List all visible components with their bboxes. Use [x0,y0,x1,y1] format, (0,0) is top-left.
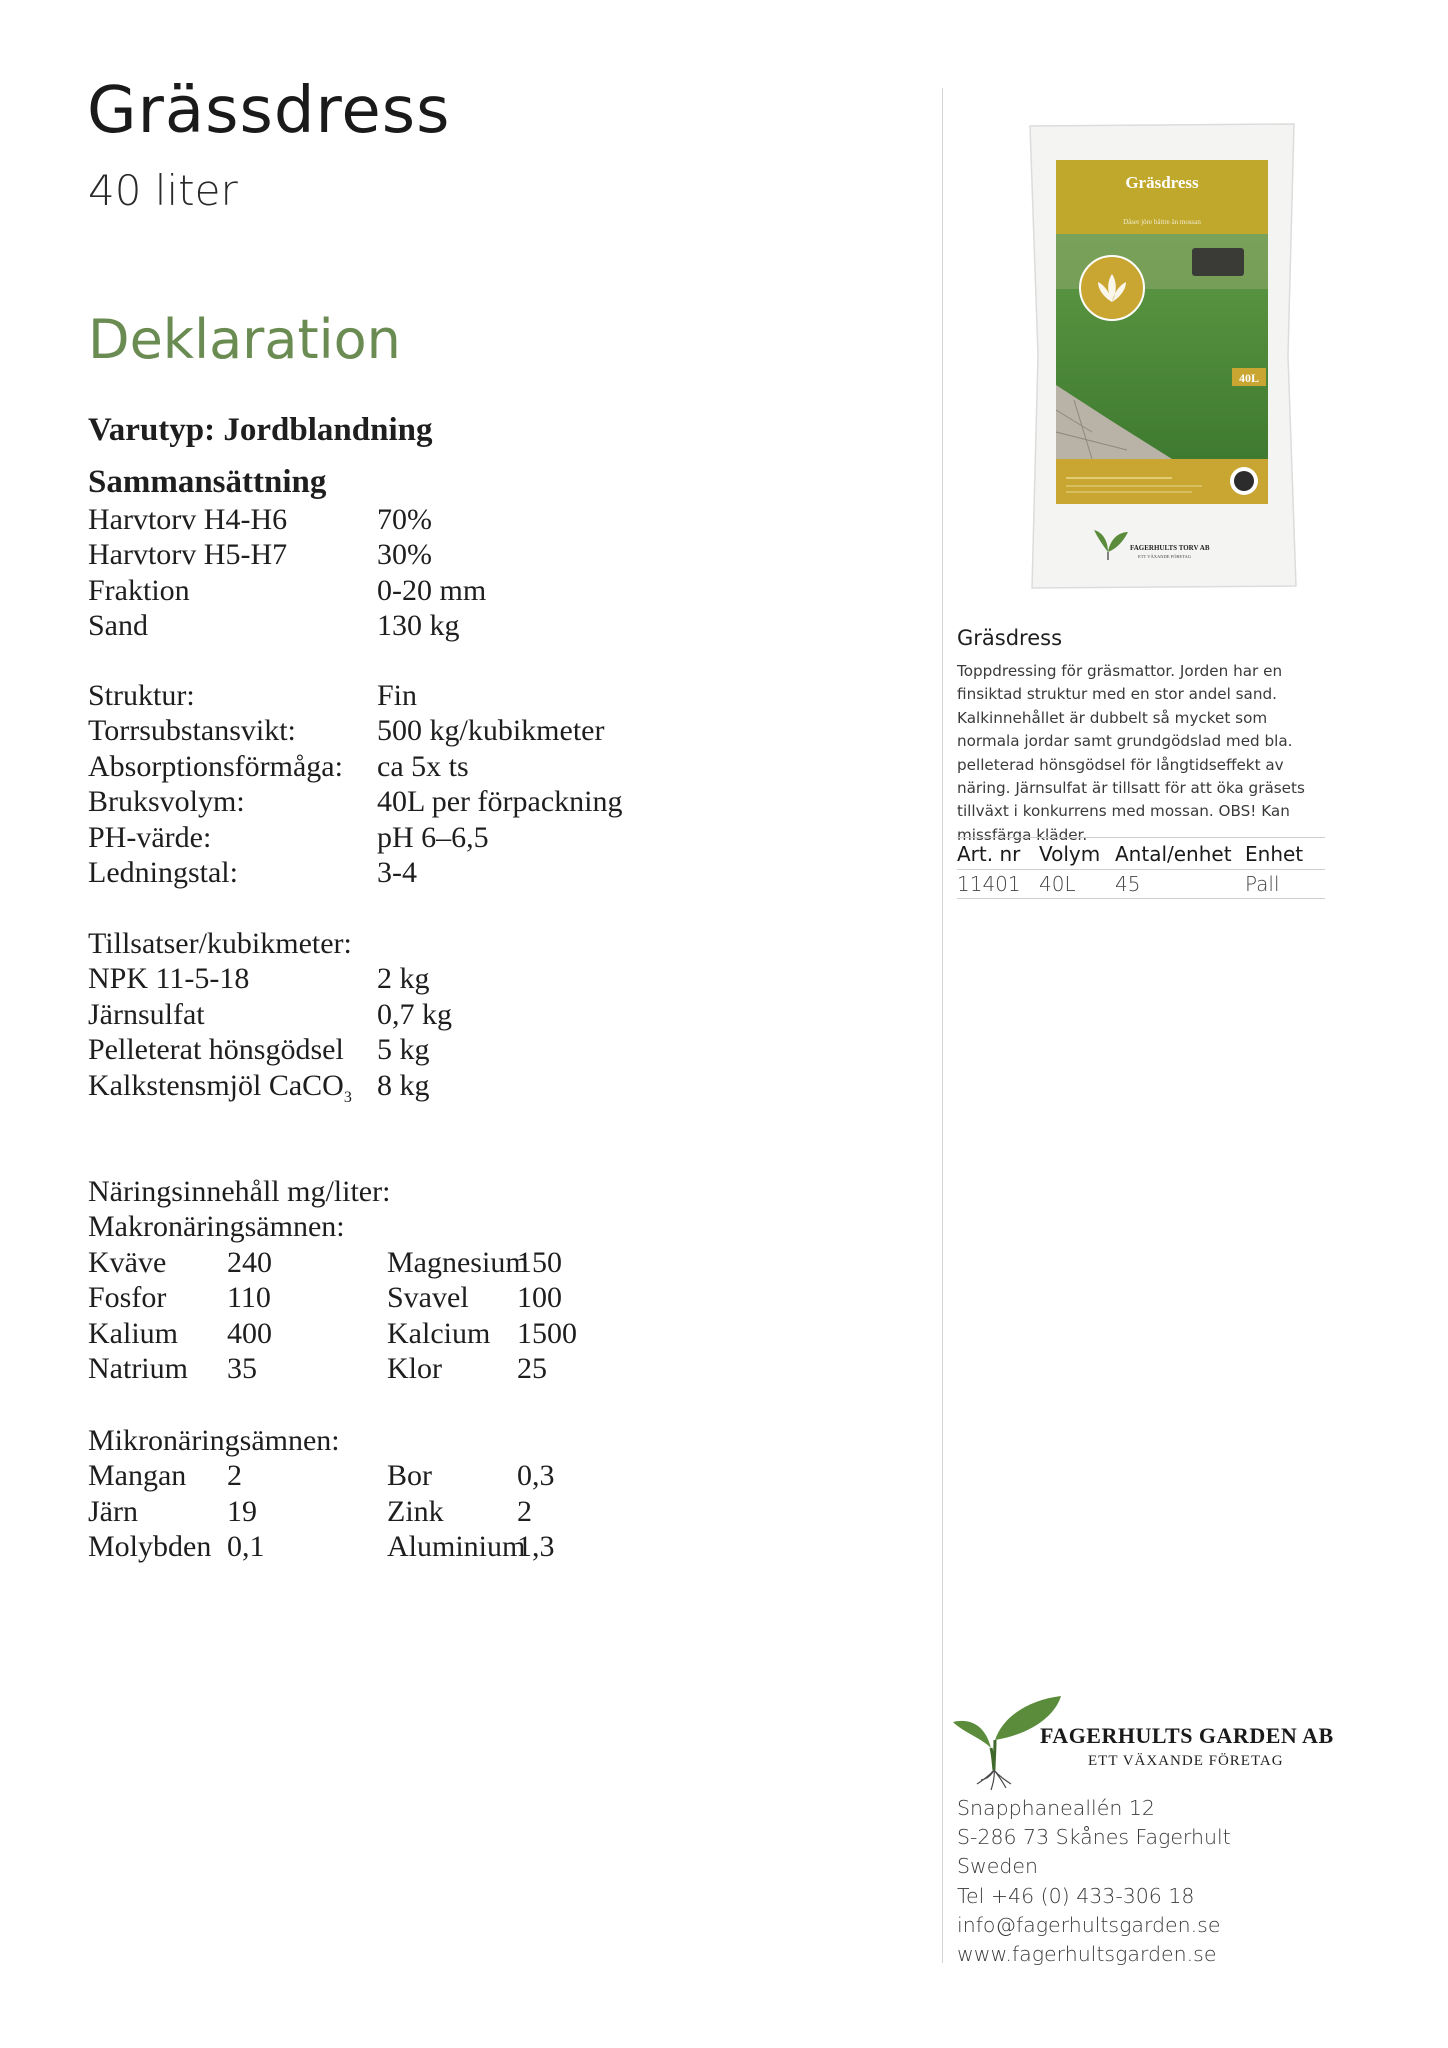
row-value: 500 kg/kubikmeter [377,714,605,748]
property-row [88,713,622,748]
nutrient-value: 25 [517,1351,547,1385]
row-label [88,1068,377,1106]
bag-tagline: Dåser jöre bättre än mossan [1123,218,1201,226]
property-row [88,784,622,819]
product-type: Varutyp: Jordblandning [88,412,433,448]
nutrients-heading: Näringsinnehåll mg/liter: [88,1175,391,1208]
row-value: 3-4 [377,855,417,889]
table-header-row [957,838,1325,870]
nutrient-value: 400 [227,1316,272,1350]
row-value: 70% [377,503,432,536]
bag-brand-sub: ETT VÄXANDE FÖRETAG [1138,554,1191,559]
properties-list [88,678,622,890]
product-bag-image [1022,120,1302,590]
row-label: Pelleterat hönsgödsel [88,1033,344,1067]
additives-heading: Tillsatser/kubikmeter: [88,927,352,960]
row-value: 30% [377,538,432,572]
nutrient-name: Svavel [387,1281,469,1315]
col-article: Art. nr [957,838,1039,870]
macro-heading: Makronäringsämnen: [88,1210,345,1244]
nutrient-value: 2 [227,1459,242,1493]
nutrient-name: Bor [387,1459,432,1493]
caco-subscript: 3 [343,1088,352,1106]
address-city: S-286 73 Skånes Fagerhult [957,1825,1231,1850]
composition-row [88,537,486,572]
table-row [957,870,1325,899]
row-value: 0,7 kg [377,997,452,1031]
nutrient-value: 1500 [517,1316,577,1350]
composition-heading: Sammansättning [88,464,327,500]
nutrient-name: Natrium [88,1351,188,1385]
nutrient-name: Molybden [88,1530,212,1564]
composition-row [88,608,486,643]
nutrient-name: Järn [88,1494,138,1528]
row-label: NPK 11-5-18 [88,962,250,996]
nutrient-value: 110 [227,1281,271,1315]
logo-leaf-left [953,1721,991,1748]
address-website[interactable]: www.fagerhultsgarden.se [957,1941,1217,1966]
address-email[interactable]: info@fagerhultsgarden.se [957,1912,1221,1937]
nutrient-value: 0,1 [227,1530,265,1564]
row-value: 40L per förpackning [377,785,623,819]
nutrient-row [88,1529,555,1564]
nutrient-value: 150 [517,1245,562,1279]
bag-size: 40L [1238,371,1260,385]
row-value: 2 kg [377,962,430,996]
nutrient-value: 19 [227,1494,257,1528]
page-title: Grässdress [87,74,451,148]
row-label: Bruksvolym: [88,785,245,819]
volume-subtitle: 40 liter [88,166,238,215]
row-value: 130 kg [377,609,460,643]
nutrient-row [88,1458,555,1493]
nutrient-row [88,1280,577,1315]
row-label: Harvtorv H5-H7 [88,538,288,572]
product-description: Toppdressing för gräsmattor. Jorden har en finsiktad struktur med en stor andel sand. Kalkinnehållet är dubbelt så mycket som normala jordar samt grundgödslad med bla. pelleterad hönsgödsel för långtidseffekt av näring. Järnsulfat är tillsatt för att öka gräsets tillväxt i konkurrens med mossan. OBS! Kan missfärga kläder. [957,662,1305,844]
row-value: Fin [377,679,418,712]
cell-quantity: 45 [1115,870,1245,899]
row-value: pH 6–6,5 [377,820,489,854]
macro-nutrients [88,1174,577,1386]
composition-list [88,502,486,644]
row-label: Fraktion [88,573,190,607]
row-value: 5 kg [377,1033,430,1067]
nutrient-row [88,1494,555,1529]
row-label: Absorptionsförmåga: [88,749,343,783]
nutrient-value: 240 [227,1245,272,1279]
col-volume: Volym [1039,838,1115,870]
caco-label: Kalkstensmjöl CaCO [88,1068,344,1102]
company-name: FAGERHULTS GARDEN AB [1040,1723,1334,1748]
nutrient-value: 100 [517,1281,562,1315]
cell-volume: 40L [1039,870,1115,899]
nutrient-name: Kalium [88,1316,178,1350]
row-value: 8 kg [377,1068,430,1102]
company-tagline: ETT VÄXANDE FÖRETAG [1088,1753,1284,1769]
bag-name: Gräsdress [1125,173,1199,192]
logo-roots [977,1770,1011,1790]
bag-brand: FAGERHULTS TORV AB [1130,544,1210,552]
row-label: Harvtorv H4-H6 [88,503,288,536]
row-label: PH-värde: [88,820,212,854]
micro-nutrients [88,1423,555,1565]
address-country: Sweden [957,1854,1039,1879]
micro-heading: Mikronäringsämnen: [88,1424,340,1457]
row-label: Ledningstal: [88,855,238,889]
additive-row [88,961,452,996]
additives-list [88,926,452,1106]
address-street: Snapphaneallén 12 [957,1796,1155,1820]
nutrient-row [88,1316,577,1351]
nutrient-name: Zink [387,1494,444,1528]
nutrient-value: 1,3 [517,1530,555,1564]
bag-photo-bench [1192,248,1244,276]
nutrient-value: 2 [517,1494,532,1528]
nutrient-name: Klor [387,1351,442,1385]
nutrient-name: Fosfor [88,1281,167,1315]
product-spec-table [957,837,1325,899]
declaration-heading: Deklaration [88,308,401,371]
composition-row [88,573,486,608]
cell-unit: Pall [1245,870,1325,899]
nutrient-value: 0,3 [517,1459,555,1493]
address-phone: Tel +46 (0) 433-306 18 [957,1883,1195,1908]
nutrient-name: Kväve [88,1245,167,1279]
property-row [88,855,622,890]
nutrient-value: 35 [227,1351,257,1385]
row-label: Struktur: [88,679,195,712]
additive-row [88,1068,452,1106]
cell-article: 11401 [957,870,1039,899]
row-value: 0-20 mm [377,573,487,607]
bag-cert-icon [1234,471,1254,491]
col-quantity: Antal/enhet [1115,838,1245,870]
composition-row [88,502,486,537]
nutrient-name: Magnesium [387,1245,529,1279]
logo-stem [991,1740,995,1770]
property-row [88,678,622,713]
additive-row [88,1032,452,1067]
additive-row [88,997,452,1032]
nutrient-name: Mangan [88,1459,187,1493]
row-value: ca 5x ts [377,749,469,783]
column-divider [942,88,943,1963]
nutrient-row [88,1245,577,1280]
company-address [957,1794,1231,1969]
nutrient-name: Kalcium [387,1316,491,1350]
nutrient-row [88,1351,577,1386]
property-row [88,820,622,855]
property-row [88,749,622,784]
nutrient-name: Aluminium [387,1530,526,1564]
product-title: Gräsdress [957,626,1063,650]
row-label: Järnsulfat [88,997,205,1031]
row-label: Torrsubstansvikt: [88,714,296,748]
row-label: Sand [88,609,148,643]
col-unit: Enhet [1245,838,1325,870]
